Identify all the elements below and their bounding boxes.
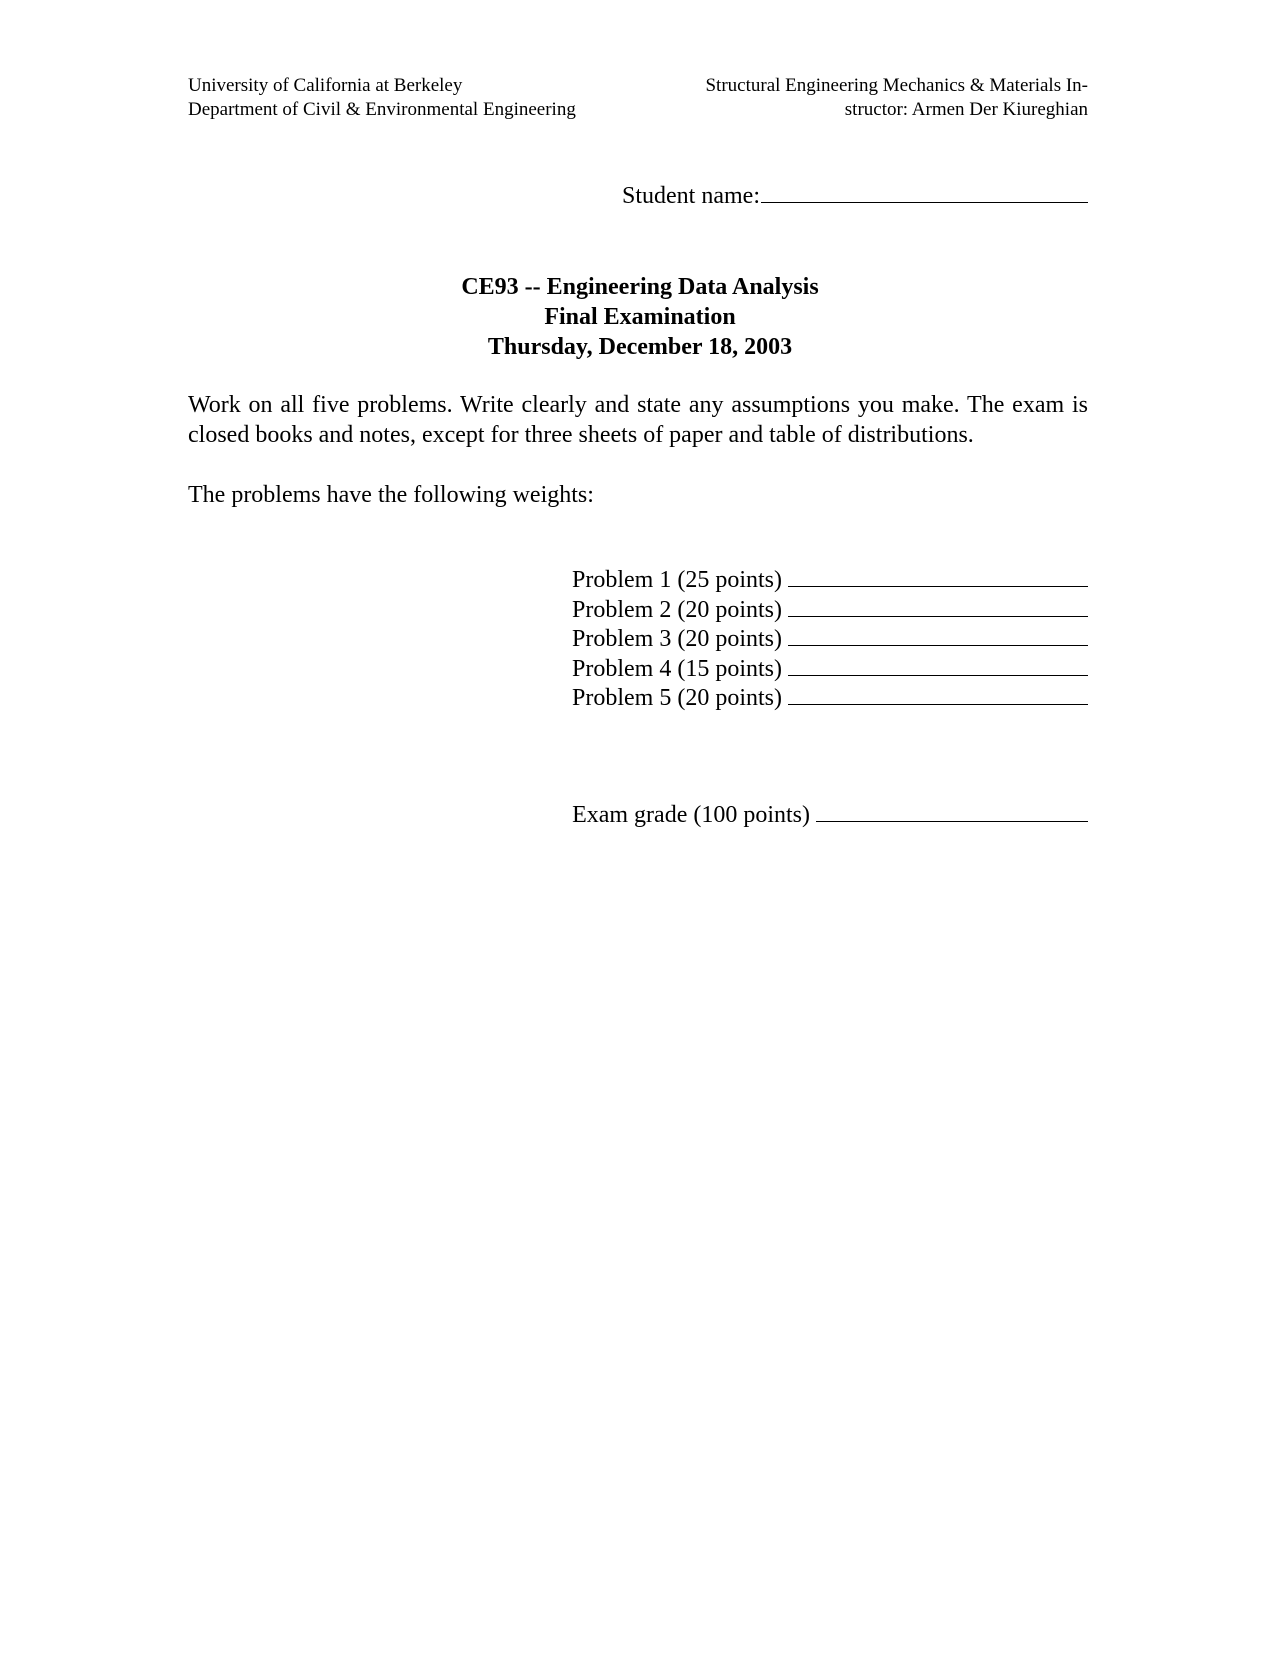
instructor-line: structor: Armen Der Kiureghian [844, 99, 1088, 120]
department-name: Department of Civil & Environmental Engineering [188, 99, 576, 120]
exam-title: Final Examination [544, 304, 736, 330]
problem-score-row[interactable] [572, 655, 1088, 685]
score-blank[interactable] [788, 568, 1088, 587]
student-name-field[interactable] [622, 183, 1088, 210]
weights-intro: The problems have the following weights: [188, 482, 594, 508]
student-name-blank[interactable] [761, 184, 1088, 203]
problem-score-list [572, 566, 1088, 714]
problem-label: Problem 5 (20 points) [572, 685, 782, 711]
score-blank[interactable] [788, 657, 1088, 676]
problem-score-row[interactable] [572, 625, 1088, 655]
problem-label: Problem 4 (15 points) [572, 655, 782, 682]
problem-label: Problem 2 (20 points) [572, 596, 782, 623]
problem-score-row[interactable] [572, 566, 1088, 596]
header-right [705, 74, 1088, 122]
header-left [188, 74, 576, 122]
student-name-label: Student name: [622, 183, 760, 209]
exam-title-block [0, 272, 1280, 362]
exam-grade-label: Exam grade (100 points) [572, 802, 810, 828]
exam-date: Thursday, December 18, 2003 [487, 334, 793, 360]
problem-score-row[interactable] [572, 596, 1088, 626]
score-blank[interactable] [788, 627, 1088, 646]
university-name: University of California at Berkeley [188, 75, 463, 96]
exam-grade-field[interactable] [572, 802, 1088, 829]
problem-score-row[interactable] [572, 684, 1088, 714]
course-title: CE93 -- Engineering Data Analysis [461, 274, 819, 300]
score-blank[interactable] [788, 598, 1088, 617]
exam-instructions: Work on all five problems. Write clearly and state any assumptions you make. The exam is closed books and notes, except for three sheets of paper and table of distributions. [188, 392, 1088, 448]
course-program-line: Structural Engineering Mechanics & Materials In- [705, 75, 1088, 96]
score-blank[interactable] [788, 686, 1088, 705]
problem-label: Problem 3 (20 points) [572, 626, 782, 652]
exam-grade-blank[interactable] [816, 803, 1088, 822]
problem-label: Problem 1 (25 points) [572, 567, 782, 593]
